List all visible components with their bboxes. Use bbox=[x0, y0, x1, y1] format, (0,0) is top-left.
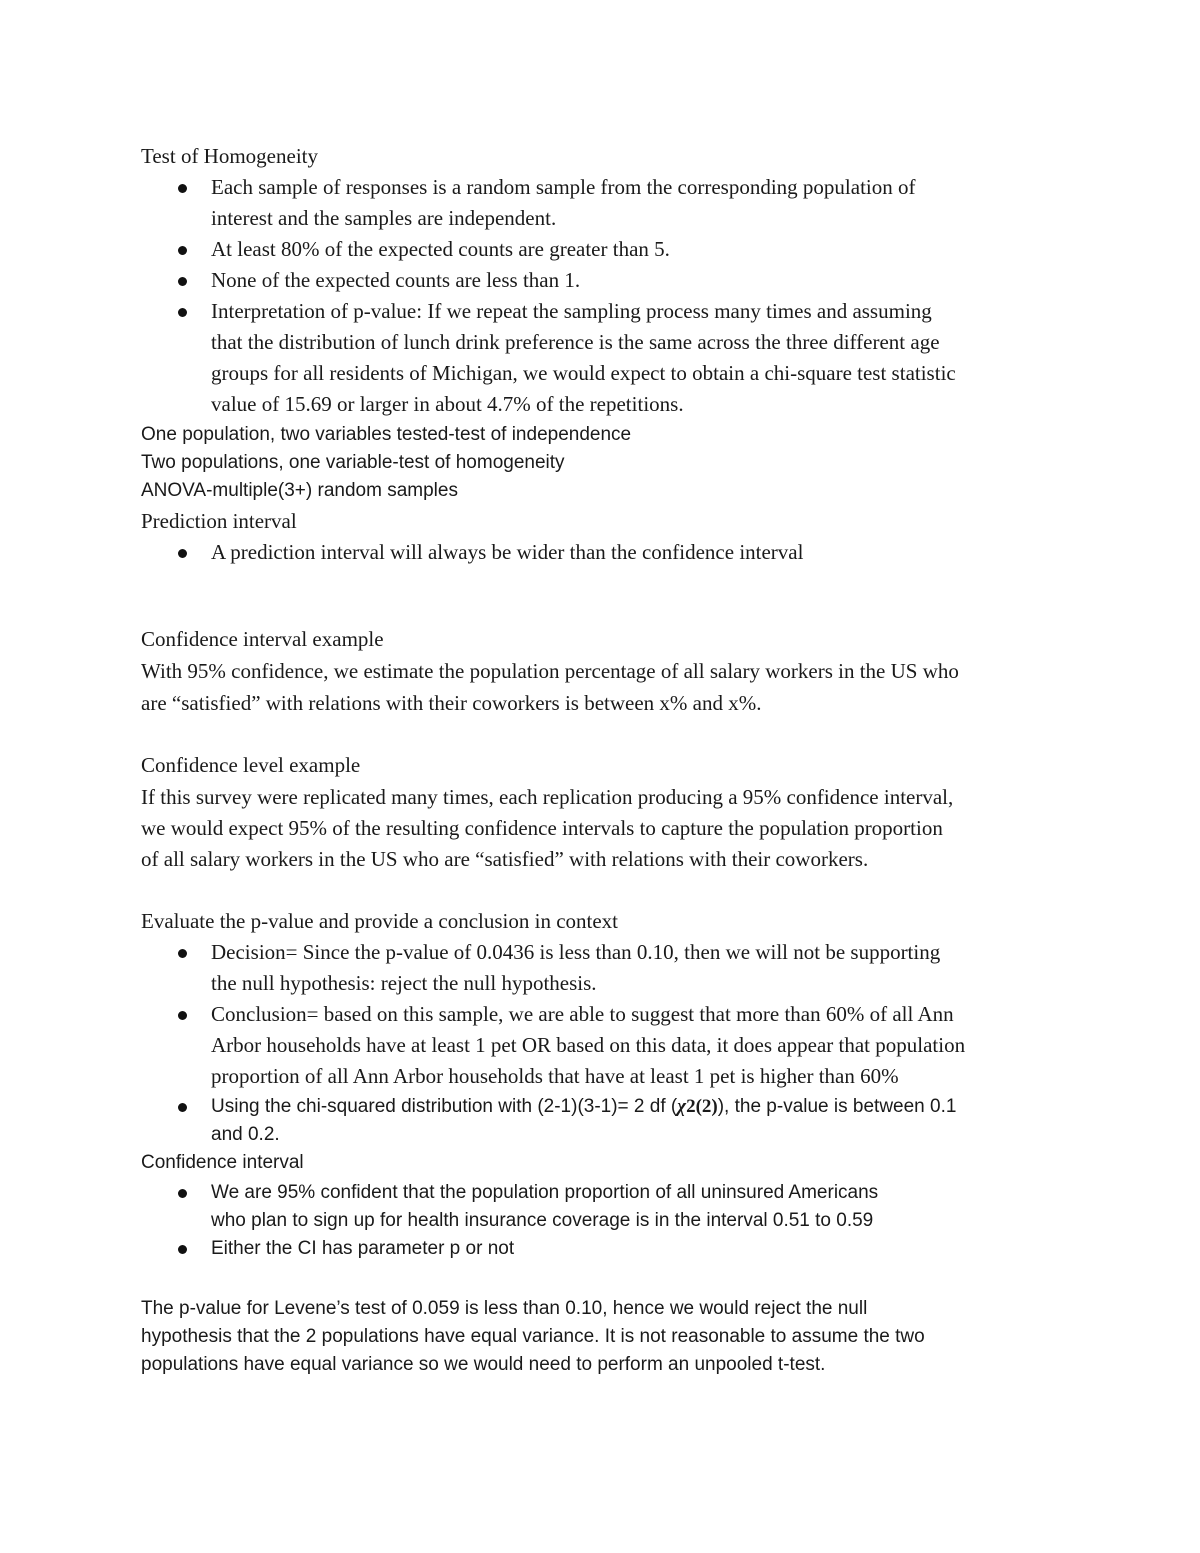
chi-squared-line-2: and 0.2. bbox=[211, 1124, 280, 1145]
bullet-icon bbox=[178, 1245, 187, 1254]
homogeneity-bullet-3: None of the expected counts are less than 1. bbox=[211, 268, 581, 292]
note-independence: One population, two variables tested-test of independence bbox=[141, 424, 632, 445]
chi-squared-text-post: ), the p-value is between 0.1 bbox=[717, 1096, 957, 1117]
decision-line-1: Decision= Since the p-value of 0.0436 is less than 0.10, then we will not be supporting bbox=[211, 940, 941, 964]
bullet-icon bbox=[178, 1189, 187, 1198]
levene-line-3: populations have equal variance so we would need to perform an unpooled t-test. bbox=[141, 1354, 826, 1375]
chi-argument: 2(2) bbox=[686, 1096, 718, 1117]
cl-example-heading: Confidence level example bbox=[141, 753, 361, 777]
pvalue-heading: Evaluate the p-value and provide a conclusion in context bbox=[141, 909, 619, 933]
homogeneity-bullet-4-line-2: that the distribution of lunch drink preference is the same across the three different age bbox=[211, 330, 940, 354]
bullet-icon bbox=[178, 184, 187, 193]
homogeneity-bullet-1-line-1: Each sample of responses is a random sample from the corresponding population of bbox=[211, 175, 916, 199]
prediction-heading: Prediction interval bbox=[141, 509, 297, 533]
cl-example-line-1: If this survey were replicated many times, each replication producing a 95% confidence interval, bbox=[141, 785, 954, 809]
homogeneity-bullet-1-line-2: interest and the samples are independent. bbox=[211, 206, 557, 230]
ci-bullet-1-line-2: who plan to sign up for health insurance coverage is in the interval 0.51 to 0.59 bbox=[211, 1210, 874, 1231]
ci-example-heading: Confidence interval example bbox=[141, 627, 384, 651]
ci-heading: Confidence interval bbox=[141, 1152, 304, 1173]
bullet-icon bbox=[178, 549, 187, 558]
levene-line-1: The p-value for Levene’s test of 0.059 is less than 0.10, hence we would reject the null bbox=[141, 1298, 868, 1319]
cl-example-line-3: of all salary workers in the US who are “satisfied” with relations with their coworkers. bbox=[141, 847, 869, 871]
bullet-icon bbox=[178, 308, 187, 317]
conclusion-line-2: Arbor households have at least 1 pet OR based on this data, it does appear that population bbox=[211, 1033, 966, 1057]
bullet-icon bbox=[178, 1011, 187, 1020]
cl-example-line-2: we would expect 95% of the resulting confidence intervals to capture the population proportion bbox=[141, 816, 943, 840]
homogeneity-bullet-4-line-3: groups for all residents of Michigan, we would expect to obtain a chi-square test statistic bbox=[211, 361, 956, 385]
bullet-icon bbox=[178, 1103, 187, 1112]
decision-line-2: the null hypothesis: reject the null hypothesis. bbox=[211, 971, 597, 995]
homogeneity-bullet-4-line-1: Interpretation of p-value: If we repeat the sampling process many times and assuming bbox=[211, 299, 932, 323]
ci-bullet-1-line-1: We are 95% confident that the population proportion of all uninsured Americans bbox=[211, 1182, 879, 1203]
homogeneity-bullet-2: At least 80% of the expected counts are greater than 5. bbox=[211, 237, 670, 261]
prediction-bullet: A prediction interval will always be wider than the confidence interval bbox=[211, 540, 804, 564]
note-anova: ANOVA-multiple(3+) random samples bbox=[141, 480, 458, 501]
chi-squared-line-1 bbox=[211, 1096, 956, 1118]
note-homogeneity: Two populations, one variable-test of homogeneity bbox=[141, 452, 565, 473]
bullet-icon bbox=[178, 246, 187, 255]
levene-line-2: hypothesis that the 2 populations have equal variance. It is not reasonable to assume the two bbox=[141, 1326, 925, 1347]
bullet-icon bbox=[178, 949, 187, 958]
conclusion-line-3: proportion of all Ann Arbor households that have at least 1 pet is higher than 60% bbox=[211, 1064, 899, 1088]
chi-symbol: χ bbox=[677, 1096, 687, 1117]
ci-bullet-2: Either the CI has parameter p or not bbox=[211, 1238, 515, 1259]
conclusion-line-1: Conclusion= based on this sample, we are able to suggest that more than 60% of all Ann bbox=[211, 1002, 954, 1026]
bullet-icon bbox=[178, 277, 187, 286]
homogeneity-bullet-4-line-4: value of 15.69 or larger in about 4.7% of the repetitions. bbox=[211, 392, 684, 416]
chi-squared-text-pre: Using the chi-squared distribution with (2-1)(3-1)= 2 df ( bbox=[211, 1096, 678, 1117]
ci-example-line-1: With 95% confidence, we estimate the population percentage of all salary workers in the US who bbox=[141, 659, 959, 683]
homogeneity-heading: Test of Homogeneity bbox=[141, 144, 318, 168]
ci-example-line-2: are “satisfied” with relations with their coworkers is between x% and x%. bbox=[141, 691, 762, 715]
